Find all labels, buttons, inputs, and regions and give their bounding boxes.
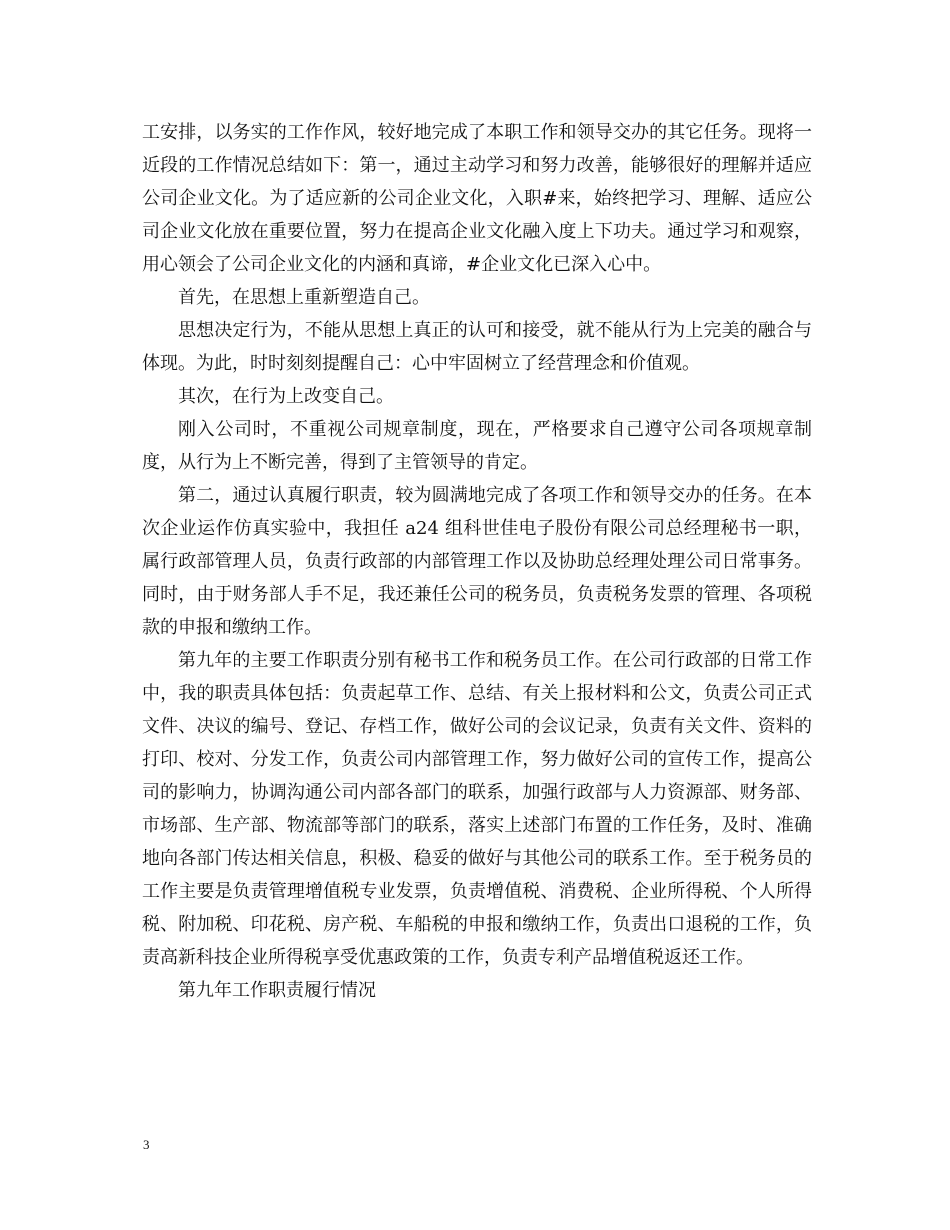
- paragraph-5: 刚入公司时，不重视公司规章制度，现在，严格要求自己遵守公司各项规章制度，从行为上不断完善，得到了主管领导的肯定。: [142, 419, 812, 473]
- document-body: [142, 116, 812, 1007]
- paragraph-6: 第二，通过认真履行职责，较为圆满地完成了各项工作和领导交办的任务。在本次企业运作仿真实验中，我担任 a24 组科世佳电子股份有限公司总经理秘书一职，属行政部管理人员，负责行政部的内部管理工作以及协助总经理处理公司日常事务。同时，由于财务部人手不足，我还兼任公司的税务员，负责税务发票的管理、各项税款的申报和缴纳工作。: [142, 485, 812, 638]
- paragraph-2: 首先，在思想上重新塑造自己。: [178, 287, 430, 308]
- paragraph-3: 思想决定行为，不能从思想上真正的认可和接受，就不能从行为上完美的融合与体现。为此，时时刻刻提醒自己：心中牢固树立了经营理念和价值观。: [142, 320, 812, 374]
- paragraph-7: 第九年的主要工作职责分别有秘书工作和税务员工作。在公司行政部的日常工作中，我的职责具体包括：负责起草工作、总结、有关上报材料和公文，负责公司正式文件、决议的编号、登记、存档工作，做好公司的会议记录，负责有关文件、资料的打印、校对、分发工作，负责公司内部管理工作，努力做好公司的宣传工作，提高公司的影响力，协调沟通公司内部各部门的联系，加强行政部与人力资源部、财务部、市场部、生产部、物流部等部门的联系，落实上述部门布置的工作任务，及时、准确地向各部门传达相关信息，积极、稳妥的做好与其他公司的联系工作。至于税务员的工作主要是负责管理增值税专业发票，负责增值税、消费税、企业所得税、个人所得税、附加税、印花税、房产税、车船税的申报和缴纳工作，负责出口退税的工作，负责高新科技企业所得税享受优惠政策的工作，负责专利产品增值税返还工作。: [142, 650, 812, 968]
- page-number: 3: [143, 1137, 150, 1152]
- paragraph-4: 其次，在行为上改变自己。: [178, 386, 394, 407]
- paragraph-1: 工安排，以务实的工作作风，较好地完成了本职工作和领导交办的其它任务。现将一近段的工作情况总结如下：第一，通过主动学习和努力改善，能够很好的理解并适应公司企业文化。为了适应新的公司企业文化，入职#来，始终把学习、理解、适应公司企业文化放在重要位置，努力在提高企业文化融入度上下功夫。通过学习和观察，用心领会了公司企业文化的内涵和真谛，#企业文化已深入心中。: [142, 122, 812, 275]
- paragraph-8: 第九年工作职责履行情况: [178, 980, 376, 1001]
